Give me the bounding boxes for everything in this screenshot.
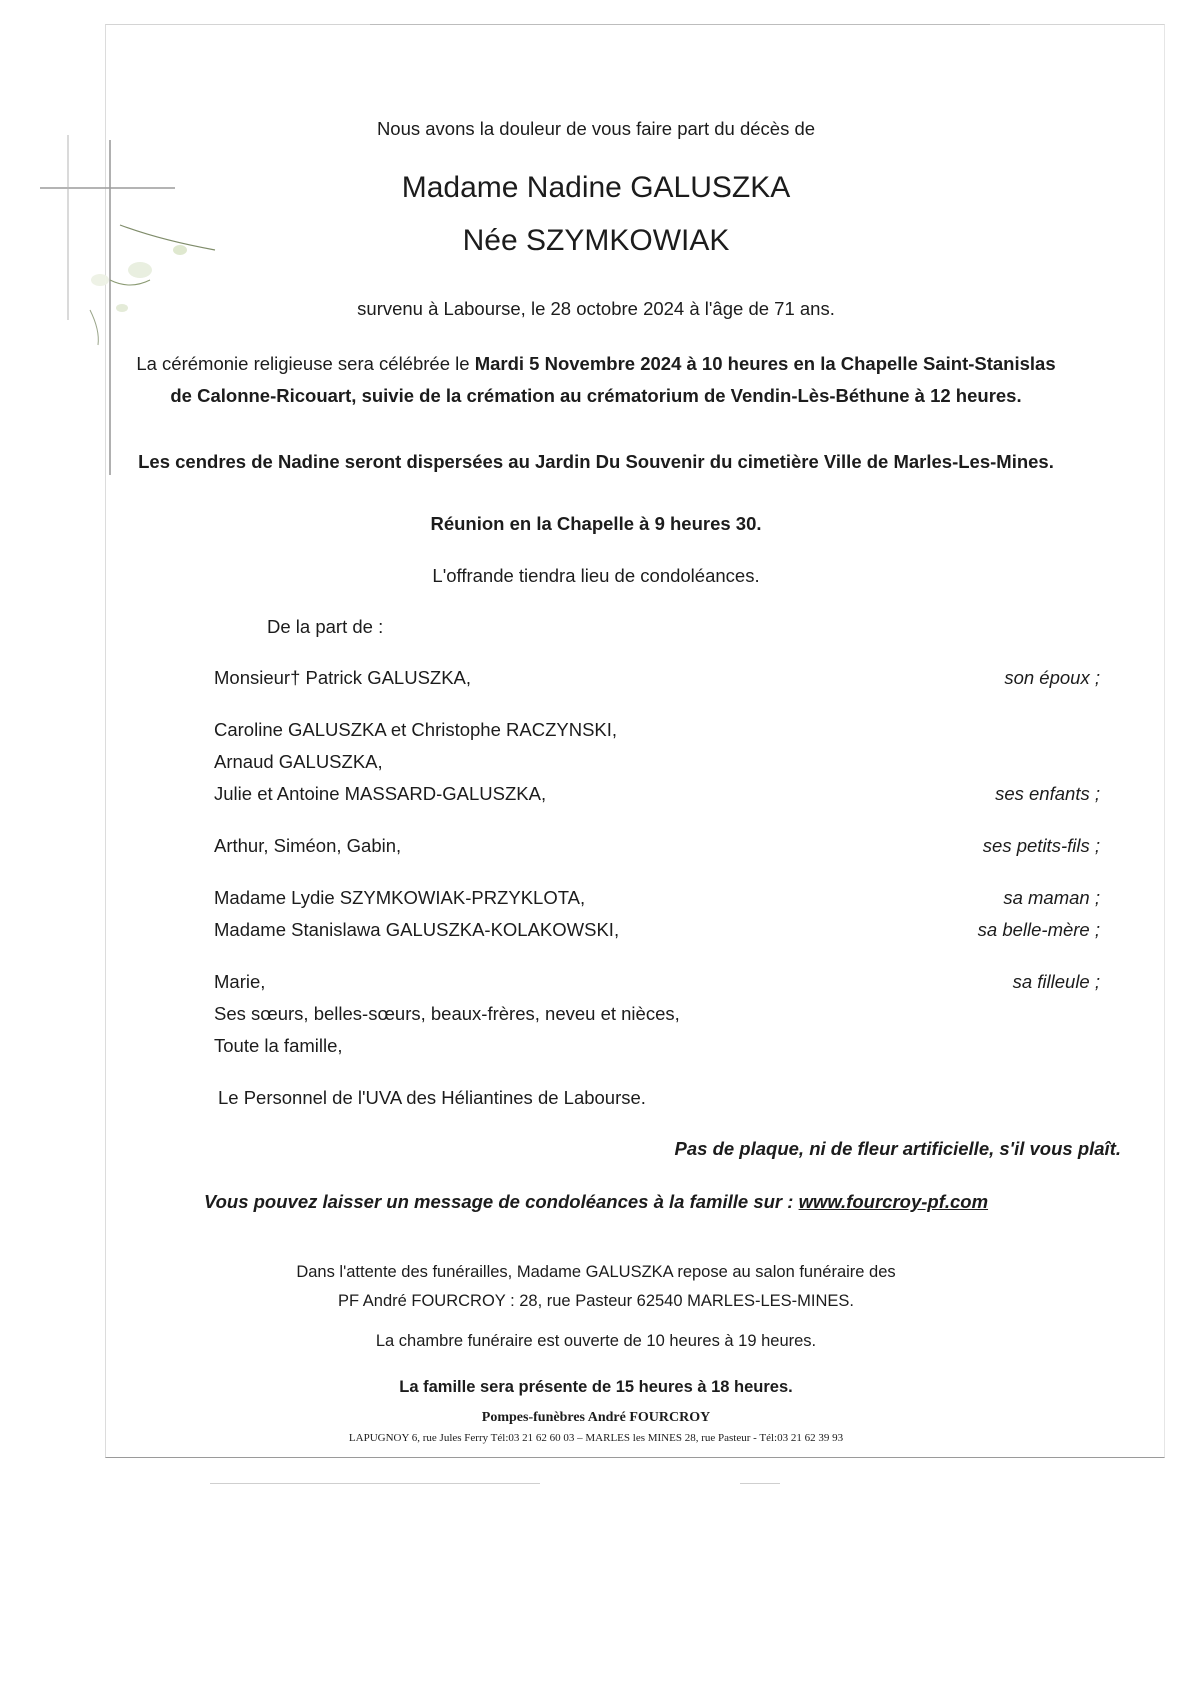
mother-in-law: Madame Stanislawa GALUSZKA-KOLAKOWSKI, (214, 919, 620, 940)
goddaughter-role: sa filleule ; (1012, 971, 1100, 992)
death-info: survenu à Labourse, le 28 octobre 2024 à l'âge de 71 ans. (357, 298, 835, 319)
siblings: Ses sœurs, belles-sœurs, beaux-frères, neveu et nièces, (214, 1003, 680, 1024)
spouse-name: Monsieur† Patrick GALUSZKA, (214, 667, 472, 688)
mother: Madame Lydie SZYMKOWIAK-PRZYKLOTA, (214, 887, 586, 908)
mother-role: sa maman ; (1003, 887, 1100, 908)
child-3: Julie et Antoine MASSARD-GALUSZKA, (214, 783, 547, 804)
child-1: Caroline GALUSZKA et Christophe RACZYNSKI, (214, 719, 618, 740)
footer-addresses: LAPUGNOY 6, rue Jules Ferry Tél:03 21 62 60 03 – MARLES les MINES 28, rue Pasteur - Tél:03 21 62 39 93 (348, 1432, 844, 1444)
grandchildren-role: ses petits-fils ; (982, 835, 1100, 856)
no-plaque-text: Pas de plaque, ni de fleur artificielle, s'il vous plaît. (674, 1138, 1121, 1159)
staff-text: Le Personnel de l'UVA des Héliantines de Labourse. (218, 1087, 646, 1108)
chamber-hours: La chambre funéraire est ouverte de 10 heures à 19 heures. (375, 1332, 817, 1350)
spouse-role: son époux ; (1004, 667, 1100, 688)
ashes-text: Les cendres de Nadine seront dispersées au Jardin Du Souvenir du cimetière Ville de Marles-Les-Mines. (138, 451, 1054, 472)
scan-line-bottom (210, 1483, 540, 1484)
ceremony-details-1: Mardi 5 Novembre 2024 à 10 heures en la Chapelle Saint-Stanislas (474, 353, 1056, 374)
mother-in-law-role: sa belle-mère ; (977, 919, 1100, 940)
repose-line-2: PF André FOURCROY : 28, rue Pasteur 62540 MARLES-LES-MINES. (338, 1292, 854, 1310)
repose-line-1: Dans l'attente des funérailles, Madame GALUSZKA repose au salon funéraire des (296, 1263, 896, 1281)
from-label: De la part de : (267, 616, 384, 637)
maiden-name: Née SZYMKOWIAK (462, 224, 730, 257)
deceased-name: Madame Nadine GALUSZKA (401, 171, 791, 204)
child-2: Arnaud GALUSZKA, (214, 751, 383, 772)
family-presence: La famille sera présente de 15 heures à 18 heures. (399, 1378, 793, 1396)
condolences-line (0, 1191, 1192, 1213)
website-link[interactable]: www.fourcroy-pf.com (798, 1191, 989, 1212)
goddaughter: Marie, (214, 971, 266, 992)
scan-line-bottom-2 (740, 1483, 780, 1484)
ceremony-prefix: La cérémonie religieuse sera célébrée le (136, 353, 475, 374)
meeting-text: Réunion en la Chapelle à 9 heures 30. (430, 513, 762, 534)
scan-line-top (370, 24, 990, 25)
children-role: ses enfants ; (995, 783, 1100, 804)
all-family: Toute la famille, (214, 1035, 343, 1056)
intro-text: Nous avons la douleur de vous faire part du décès de (376, 118, 816, 139)
condolences-text: Vous pouvez laisser un message de condoléances à la famille sur : (203, 1191, 799, 1212)
ceremony-line-2: de Calonne-Ricouart, suivie de la crémation au crématorium de Vendin-Lès-Béthune à 12 heures. (170, 385, 1022, 406)
footer-company: Pompes-funèbres André FOURCROY (481, 1410, 711, 1425)
offering-text: L'offrande tiendra lieu de condoléances. (432, 565, 760, 586)
ceremony-line-1 (0, 353, 1192, 375)
grandchildren: Arthur, Siméon, Gabin, (214, 835, 402, 856)
